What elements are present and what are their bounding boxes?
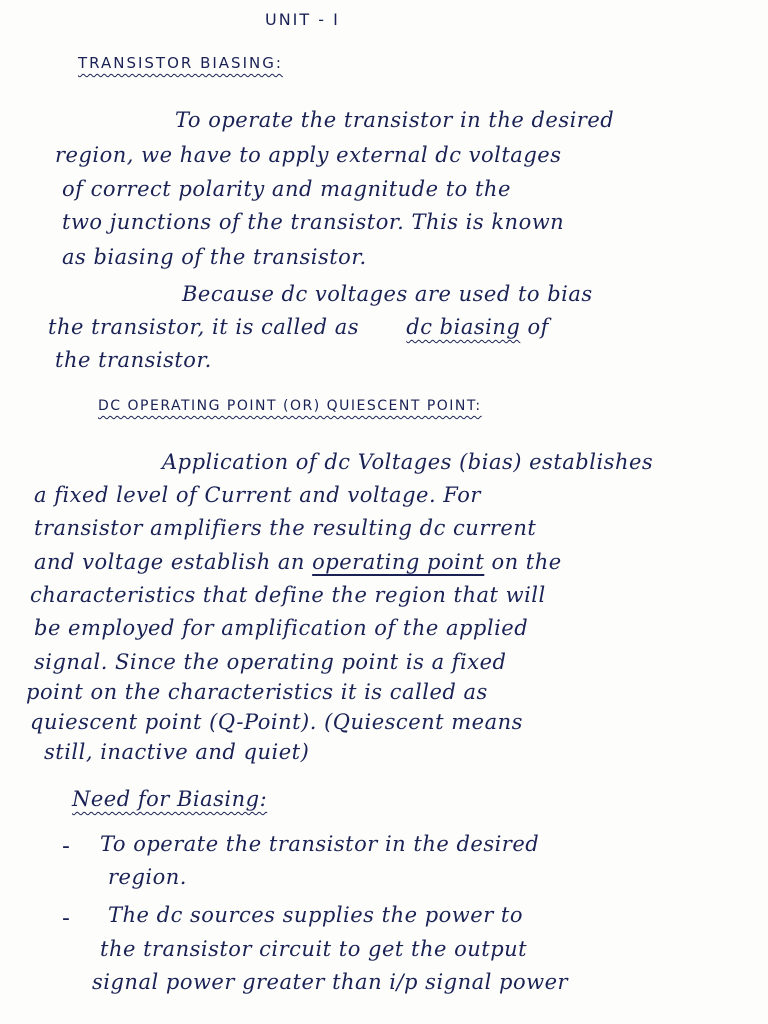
para-line: of correct polarity and magnitude to the [62,177,511,201]
para-text: the transistor, it is called as [48,315,360,339]
bullet-line: the transistor circuit to get the output [100,937,528,961]
operating-point-term: operating point [312,550,485,574]
heading-transistor-biasing: TRANSISTOR BIASING: [78,54,283,72]
para-line: characteristics that define the region that will [30,583,546,607]
para-text: on the [491,550,562,574]
bullet-line: The dc sources supplies the power to [108,903,523,927]
para-line: Application of dc Voltages (bias) establishes [162,450,654,474]
heading-need-for-biasing: Need for Biasing: [72,787,268,811]
para-line: as biasing of the transistor. [62,245,367,269]
unit-label: UNIT - I [265,10,340,29]
para-line: transistor amplifiers the resulting dc current [34,516,537,540]
para-line [34,550,562,574]
para-text: and voltage establish an [34,550,305,574]
para-line: a fixed level of Current and voltage. For [34,483,481,507]
bullet-dash: - [62,834,70,859]
para-line: still, inactive and quiet) [44,740,310,764]
para-line: Because dc voltages are used to bias [182,282,593,306]
para-line: the transistor. [55,348,212,372]
para-line: two junctions of the transistor. This is known [62,210,565,234]
para-line: point on the characteristics it is called as [26,680,488,704]
dc-biasing-term: dc biasing [406,315,521,339]
para-line: quiescent point (Q-Point). (Quiescent means [30,710,523,734]
para-line: To operate the transistor in the desired [175,108,615,132]
bullet-line: To operate the transistor in the desired [100,832,540,856]
para-line [48,315,549,339]
para-line: signal. Since the operating point is a fixed [34,650,507,674]
para-text: of [527,315,549,339]
heading-dc-operating-point: DC OPERATING POINT (OR) QUIESCENT POINT: [98,398,482,414]
para-line: region, we have to apply external dc voltages [55,143,562,167]
bullet-dash: - [62,906,70,931]
bullet-line: region. [108,865,187,889]
bullet-line: signal power greater than i/p signal power [92,970,569,994]
para-line: be employed for amplification of the applied [34,616,529,640]
